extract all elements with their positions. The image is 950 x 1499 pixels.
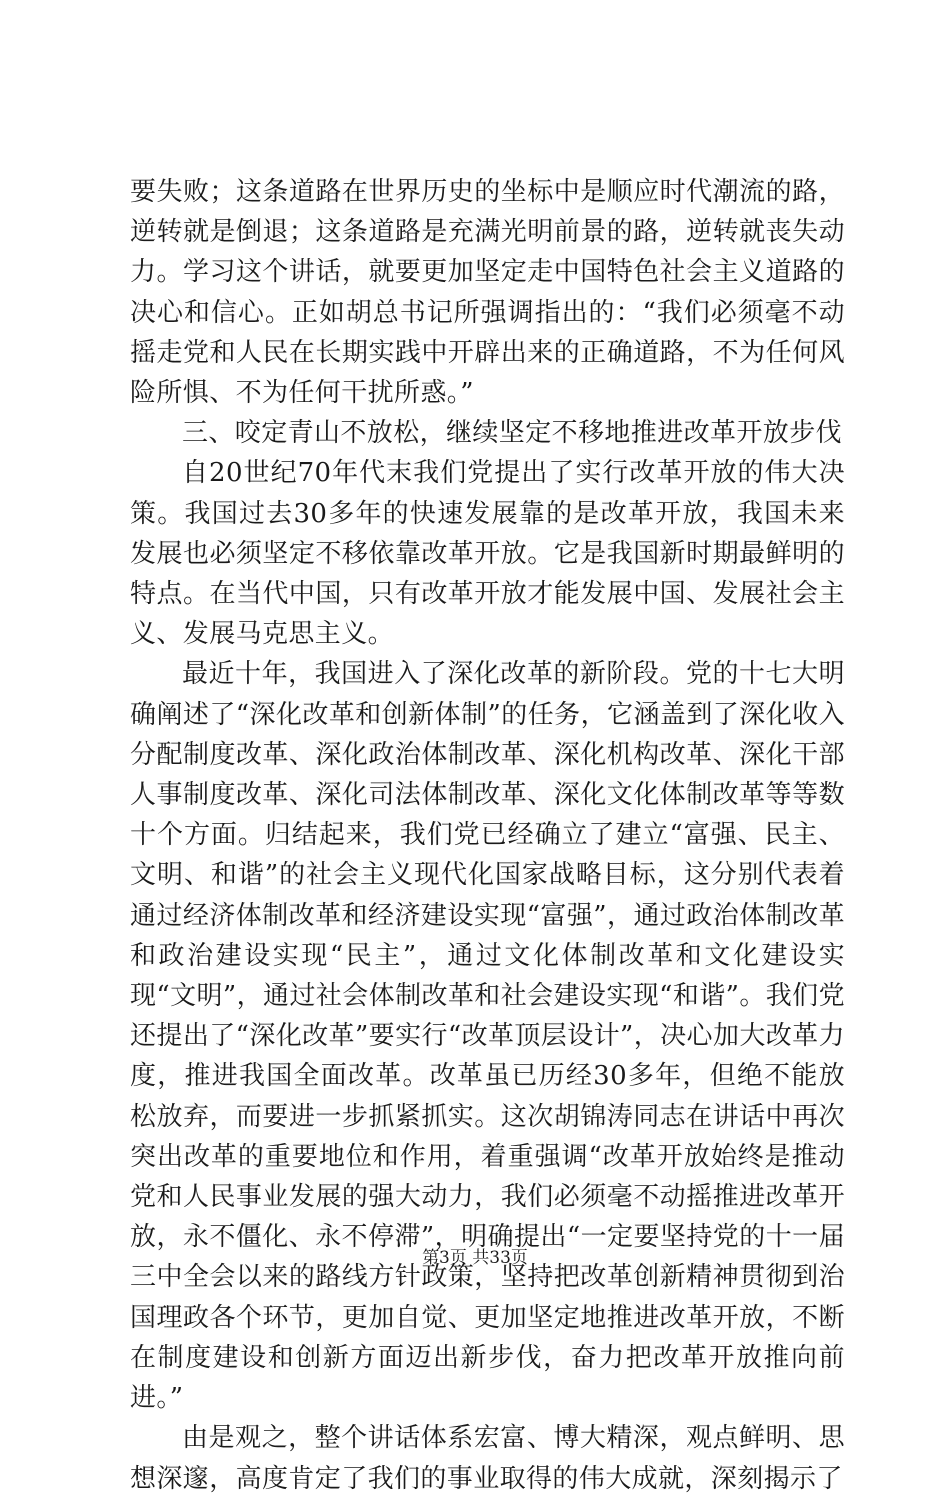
paragraph-3: 最近十年，我国进入了深化改革的新阶段。党的十七大明确阐述了“深化改革和创新体制”的任务，它涵盖到了深化收入分配制度改革、深化政治体制改革、深化机构改革、深化干部人事制度改革、深化司法体制改革、深化文化体制改革等等数十个方面。归结起来，我们党已经确立了建立“富强、民主、文明、和谐”的社会主义现代化国家战略目标，这分别代表着通过经济体制改革和经济建设实现“富强”，通过政治体制改革和政治建设实现“民主”，通过文化体制改革和文化建设实现“文明”，通过社会体制改革和社会建设实现“和谐”。我们党还提出了“深化改革”要实行“改革顶层设计”，决心加大改革力度，推进我国全面改革。改革虽已历经30多年，但绝不能放松放弃，而要进一步抓紧抓实。这次胡锦涛同志在讲话中再次突出改革的重要地位和作用，着重强调“改革开放始终是推动党和人民事业发展的强大动力，我们必须毫不动摇推进改革开放，永不僵化、永不停滞”，明确提出“一定要坚持党的十一届三中全会以来的路线方针政策，坚持把改革创新精神贯彻到治国理政各个环节，更加自觉、更加坚定地推进改革开放，不断在制度建设和创新方面迈出新步伐，奋力把改革开放推向前进。” (130, 659, 845, 1414)
paragraph-4: 由是观之，整个讲话体系宏富、博大精深，观点鲜明、思想深邃，高度肯定了我们的事业取得的伟大成就，深刻揭示了 (130, 1423, 845, 1494)
page-number-footer: 第3页 共33页 (422, 1248, 528, 1268)
section-heading-3: 三、咬定青山不放松，继续坚定不移地推进改革开放步伐 (182, 418, 843, 449)
document-body (130, 172, 845, 1499)
paragraph-2: 自20世纪70年代末我们党提出了实行改革开放的伟大决策。我国过去30多年的快速发展靠的是改革开放，我国未来发展也必须坚定不移依靠改革开放。它是我国新时期最鲜明的特点。在当代中国，只有改革开放才能发展中国、发展社会主义、发展马克思主义。 (130, 458, 845, 650)
paragraph-1: 要失败；这条道路在世界历史的坐标中是顺应时代潮流的路，逆转就是倒退；这条道路是充满光明前景的路，逆转就丧失动力。学习这个讲话，就要更加坚定走中国特色社会主义道路的决心和信心。正如胡总书记所强调指出的：“我们必须毫不动摇走党和人民在长期实践中开辟出来的正确道路，不为任何风险所惧、不为任何干扰所惑。” (130, 177, 845, 409)
